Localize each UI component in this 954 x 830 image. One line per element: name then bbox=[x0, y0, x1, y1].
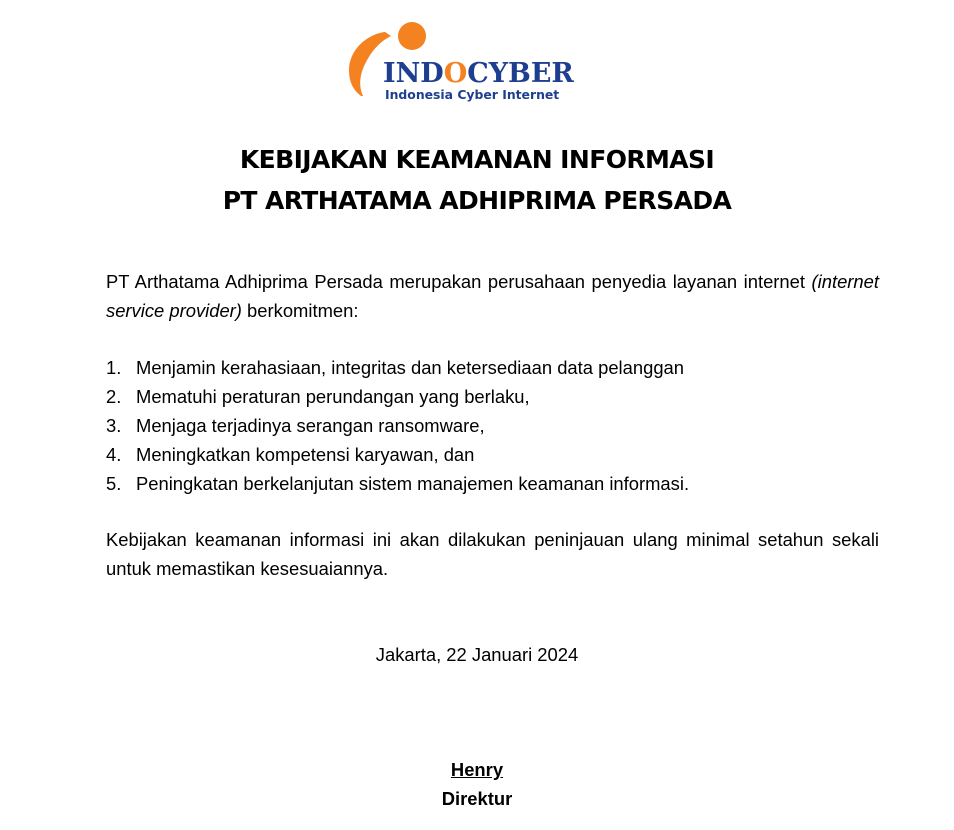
list-item-text: Menjamin kerahasiaan, integritas dan ketersediaan data pelanggan bbox=[136, 357, 685, 378]
list-item bbox=[106, 440, 879, 469]
document-title-line-1: KEBIJAKAN KEAMANAN INFORMASI bbox=[239, 145, 715, 174]
list-item-text: Mematuhi peraturan perundangan yang berlaku, bbox=[136, 386, 530, 407]
indocyber-logo bbox=[345, 18, 577, 106]
intro-italic-text: (internet service provider) bbox=[106, 271, 879, 321]
list-item-text: Peningkatan berkelanjutan sistem manajemen keamanan informasi. bbox=[136, 473, 690, 494]
list-item-number: 2. bbox=[106, 386, 122, 407]
list-item-text: Meningkatkan kompetensi karyawan, dan bbox=[136, 444, 475, 465]
signer-title: Direktur bbox=[441, 788, 513, 809]
intro-paragraph bbox=[106, 267, 879, 325]
list-item-number: 1. bbox=[106, 357, 122, 378]
list-item bbox=[106, 411, 879, 440]
list-item-text: Menjaga terjadinya serangan ransomware, bbox=[136, 415, 485, 436]
list-item bbox=[106, 469, 879, 498]
intro-text-end: berkomitmen: bbox=[241, 300, 359, 321]
list-item-number: 3. bbox=[106, 415, 122, 436]
closing-paragraph: Kebijakan keamanan informasi ini akan dilakukan peninjauan ulang minimal setahun sekali untuk memastikan kesesuaiannya. bbox=[106, 529, 879, 579]
list-item bbox=[106, 353, 879, 382]
logo-brand-o: O bbox=[443, 58, 468, 89]
intro-text: PT Arthatama Adhiprima Persada merupakan perusahaan penyedia layanan internet bbox=[106, 271, 812, 292]
logo-brand-prefix: IND bbox=[383, 58, 444, 89]
document-title-line-2: PT ARTHATAMA ADHIPRIMA PERSADA bbox=[222, 186, 732, 215]
logo-tagline: Indonesia Cyber Internet bbox=[385, 87, 560, 102]
logo-dot bbox=[398, 22, 426, 50]
logo-brand-suffix: CYBER bbox=[467, 58, 574, 89]
list-item bbox=[106, 382, 879, 411]
signer-name: Henry bbox=[450, 759, 504, 780]
commitment-list bbox=[106, 353, 879, 498]
svg-text:INDOCYBER bbox=[383, 58, 574, 89]
list-item-number: 5. bbox=[106, 473, 122, 494]
list-item-number: 4. bbox=[106, 444, 122, 465]
place-date: Jakarta, 22 Januari 2024 bbox=[375, 644, 579, 665]
